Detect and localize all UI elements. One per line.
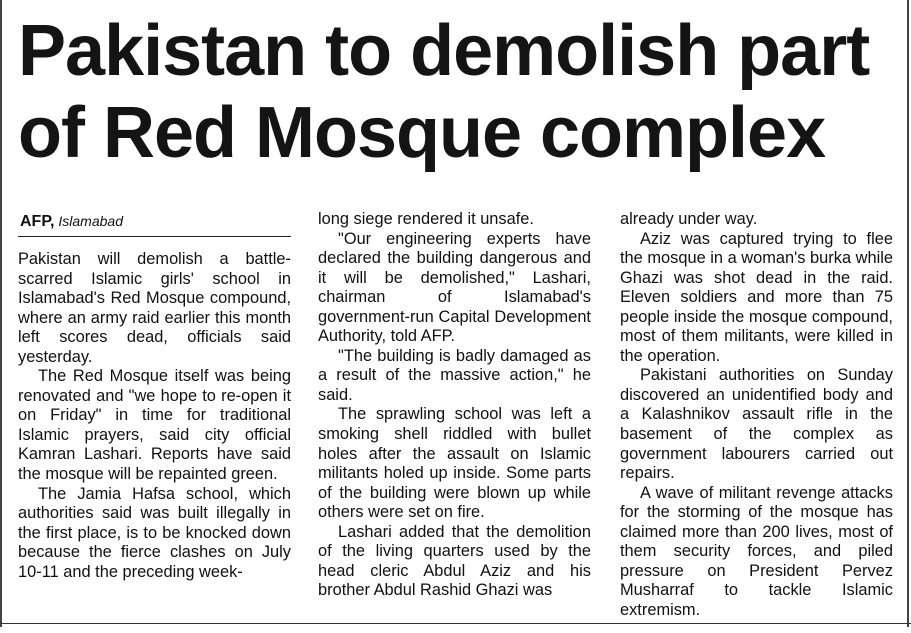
paragraph: The Jamia Hafsa school, which authorities said was built illegally in the first place, is to be knocked down because the fierce clashes on July 10-11 and the preceding week- (18, 484, 291, 581)
paragraph: A wave of militant revenge attacks for the storming of the mosque has claimed more than 200 lives, most of them security forces, and piled pressure on President Pervez Musharraf to tackle Islamic extremism. (620, 483, 893, 619)
paragraph: The sprawling school was left a smoking shell riddled with bullet holes after the assault on Islamic militants holed up inside. Some parts of the building were blown up while others were set on fire. (318, 405, 591, 522)
paragraph: already under way. (620, 210, 758, 228)
byline-agency: AFP, (20, 213, 55, 230)
paragraph: Pakistani authorities on Sunday discovered an unidentified body and a Kalashnikov assault rifle in the basement of the complex as government labourers carried out repairs. (620, 366, 893, 483)
bottom-rule (0, 623, 911, 624)
paragraph: long siege rendered it unsafe. (318, 210, 534, 228)
paragraph: Lashari added that the demolition of the living quarters used by the head cleric Abdul Aziz and his brother Abdul Rashid Ghazi was (318, 522, 591, 600)
paragraph: Aziz was captured trying to flee the mosque in a woman's burka while Ghazi was shot dead in the raid. Eleven soldiers and more than 75 people inside the mosque compound, most of them militants, were killed in the operation. (620, 229, 893, 365)
article-column-1 (18, 250, 291, 582)
headline (18, 10, 898, 174)
article-column-3 (620, 210, 893, 620)
article-column-2 (318, 210, 591, 601)
byline-rule (18, 236, 291, 237)
headline-line-1: Pakistan to demolish part (18, 11, 870, 91)
paragraph: Pakistan will demolish a battle-scarred Islamic girls' school in Islamabad's Red Mosque compound, where an army raid earlier this month left scores dead, officials said yesterday. (18, 250, 291, 366)
byline (20, 212, 123, 231)
headline-line-2: of Red Mosque complex (18, 93, 826, 173)
paragraph: "The building is badly damaged as a result of the massive action," he said. (318, 346, 591, 404)
byline-place: Islamabad (58, 213, 123, 229)
paragraph: The Red Mosque itself was being renovated and "we hope to re-open it on Friday" in time for traditional Islamic prayers, said city official Kamran Lashari. Reports have said the mosque will be repainted green. (18, 367, 291, 484)
paragraph: "Our engineering experts have declared the building dangerous and it will be demolished," Lashari, chairman of Islamabad's government-run Capital Development Authority, told AFP. (318, 229, 591, 346)
